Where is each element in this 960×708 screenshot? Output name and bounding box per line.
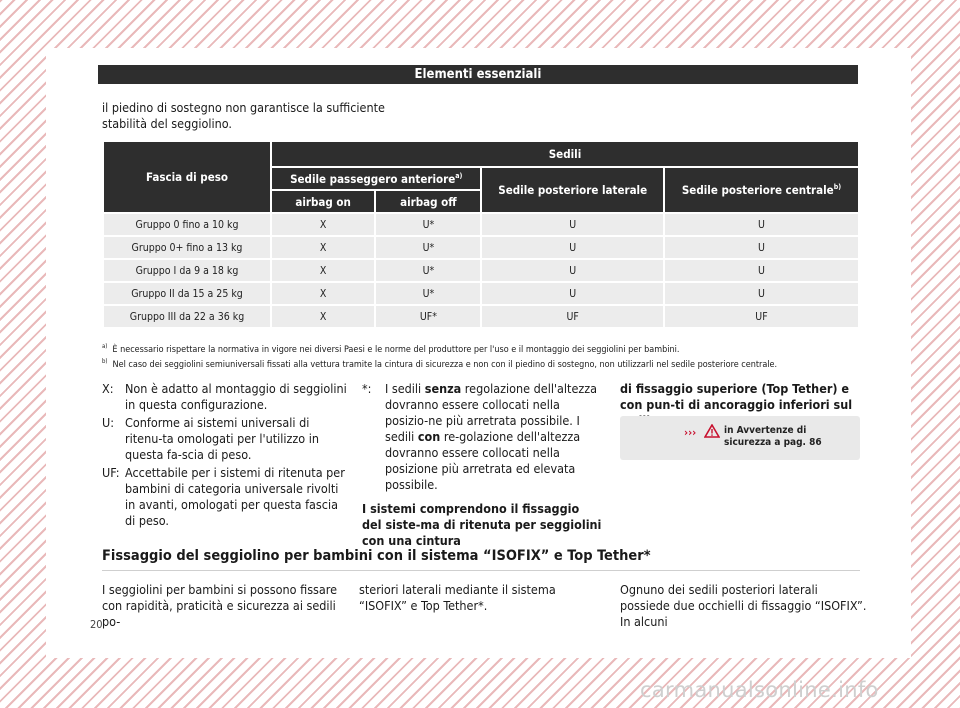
table-row — [104, 214, 858, 235]
cell-rear-center: U — [665, 214, 858, 235]
legend-item-u: U: Conforme ai sistemi universali di ritenu-ta omologati per l'utilizzo in questa fa-scia di peso. — [102, 415, 319, 462]
cell-airbag-on: X — [272, 306, 374, 327]
cell-group: Gruppo 0 fino a 10 kg — [104, 214, 270, 235]
cell-group: Gruppo II da 15 a 25 kg — [104, 283, 270, 304]
cell-airbag-off: U* — [376, 283, 480, 304]
table-row — [104, 306, 858, 327]
section-body-col1: I seggiolini per bambini si possono fissare con rapidità, praticità e sicurezza ai sedili po- — [102, 582, 338, 629]
cell-rear-side: U — [482, 283, 662, 304]
intro-text: il piedino di sostegno non garantisce la sufficiente stabilità del seggiolino. — [102, 100, 385, 131]
footnote-a: $^{a)}$ È necessario rispettare la normativa in vigore nei diversi Paesi e le norme del produttore per l'uso e il montaggio dei seggiolini per bambini. — [102, 343, 680, 355]
col-rear-side-header: Sedile posteriore laterale — [482, 168, 662, 212]
cell-airbag-off: U* — [376, 237, 480, 258]
cell-airbag-on: X — [272, 237, 374, 258]
cell-group: Gruppo III da 22 a 36 kg — [104, 306, 270, 327]
warning-triangle-icon — [704, 424, 720, 438]
section-body-col2: steriori laterali mediante il sistema “ISOFIX” e Top Tether*. — [359, 582, 556, 613]
cell-airbag-on: X — [272, 283, 374, 304]
cell-rear-center: U — [665, 260, 858, 281]
table-row — [104, 283, 858, 304]
safety-warning-link[interactable] — [620, 416, 860, 460]
cell-rear-side: U — [482, 260, 662, 281]
legend-item-uf: UF: Accettabile per i sistemi di ritenuta per bambini di categoria universale rivolti in avanti, omologati per questa fascia di peso. — [102, 465, 345, 528]
col-rear-center-header: Sedile posteriore centrale$^{b)}$ — [665, 168, 858, 212]
page-header: Elementi essenziali — [98, 65, 858, 84]
cell-rear-center: U — [665, 237, 858, 258]
col-weight-group-header: Fascia di peso — [104, 142, 270, 212]
chevrons-icon: ››› — [684, 426, 697, 439]
cell-rear-center: UF — [665, 306, 858, 327]
legend-star-column — [362, 381, 602, 549]
legend-item-x: X: Non è adatto al montaggio di seggiolini in questa configurazione. — [102, 381, 347, 412]
table-row — [104, 260, 858, 281]
cell-airbag-off: U* — [376, 214, 480, 235]
warning-link-text: in Avvertenze di sicurezza a pag. 86 — [724, 425, 822, 448]
cell-airbag-off: UF* — [376, 306, 480, 327]
legend-list — [102, 381, 350, 531]
cell-airbag-on: X — [272, 260, 374, 281]
section-title: Fissaggio del seggiolino per bambini con il sistema “ISOFIX” e Top Tether* — [102, 548, 860, 571]
cell-airbag-on: X — [272, 214, 374, 235]
cell-group: Gruppo 0+ fino a 13 kg — [104, 237, 270, 258]
cell-rear-center: U — [665, 283, 858, 304]
col-airbag-on-header: airbag on — [272, 191, 374, 212]
section-body-col3: Ognuno dei sedili posteriori laterali possiede due occhielli di fissaggio “ISOFIX”. In alcuni — [620, 582, 867, 629]
isofix-system-text-cont: di fissaggio superiore (Top Tether) e con pun-ti di ancoraggio inferiori sul — [620, 381, 853, 412]
cell-rear-side: U — [482, 237, 662, 258]
cell-rear-side: UF — [482, 306, 662, 327]
cell-rear-side: U — [482, 214, 662, 235]
cell-group: Gruppo I da 9 a 18 kg — [104, 260, 270, 281]
legend-item-star: *: I sedili senza regolazione dell'altezza dovranno essere collocati nella posizio-ne più arretrata possibile. I sedili con re-golazione dell'altezza dovranno essere collocati nella posizione più arretrata ed elevata possibile. — [362, 381, 598, 492]
isofix-system-text: I sistemi comprendono il fissaggio del siste-ma di ritenuta per seggiolini con una cintura — [362, 501, 602, 548]
seat-compatibility-table — [102, 140, 860, 329]
table-row — [104, 237, 858, 258]
page-number: 20 — [90, 618, 103, 631]
cell-airbag-off: U* — [376, 260, 480, 281]
col-seats-header: Sedili — [272, 142, 858, 166]
footnote-b: $^{b)}$ Nel caso dei seggiolini semiuniversali fissati alla vettura tramite la cintura di sicurezza e non con il piedino di sostegno, non utilizzarli nel sedile posteriore centrale. — [102, 358, 778, 370]
manual-page — [46, 48, 911, 658]
col-airbag-off-header: airbag off — [376, 191, 480, 212]
col-front-passenger-header: Sedile passeggero anteriore$^{a)}$ — [272, 168, 480, 189]
footnotes — [102, 344, 882, 374]
watermark: carmanualsonline.info — [640, 678, 879, 702]
